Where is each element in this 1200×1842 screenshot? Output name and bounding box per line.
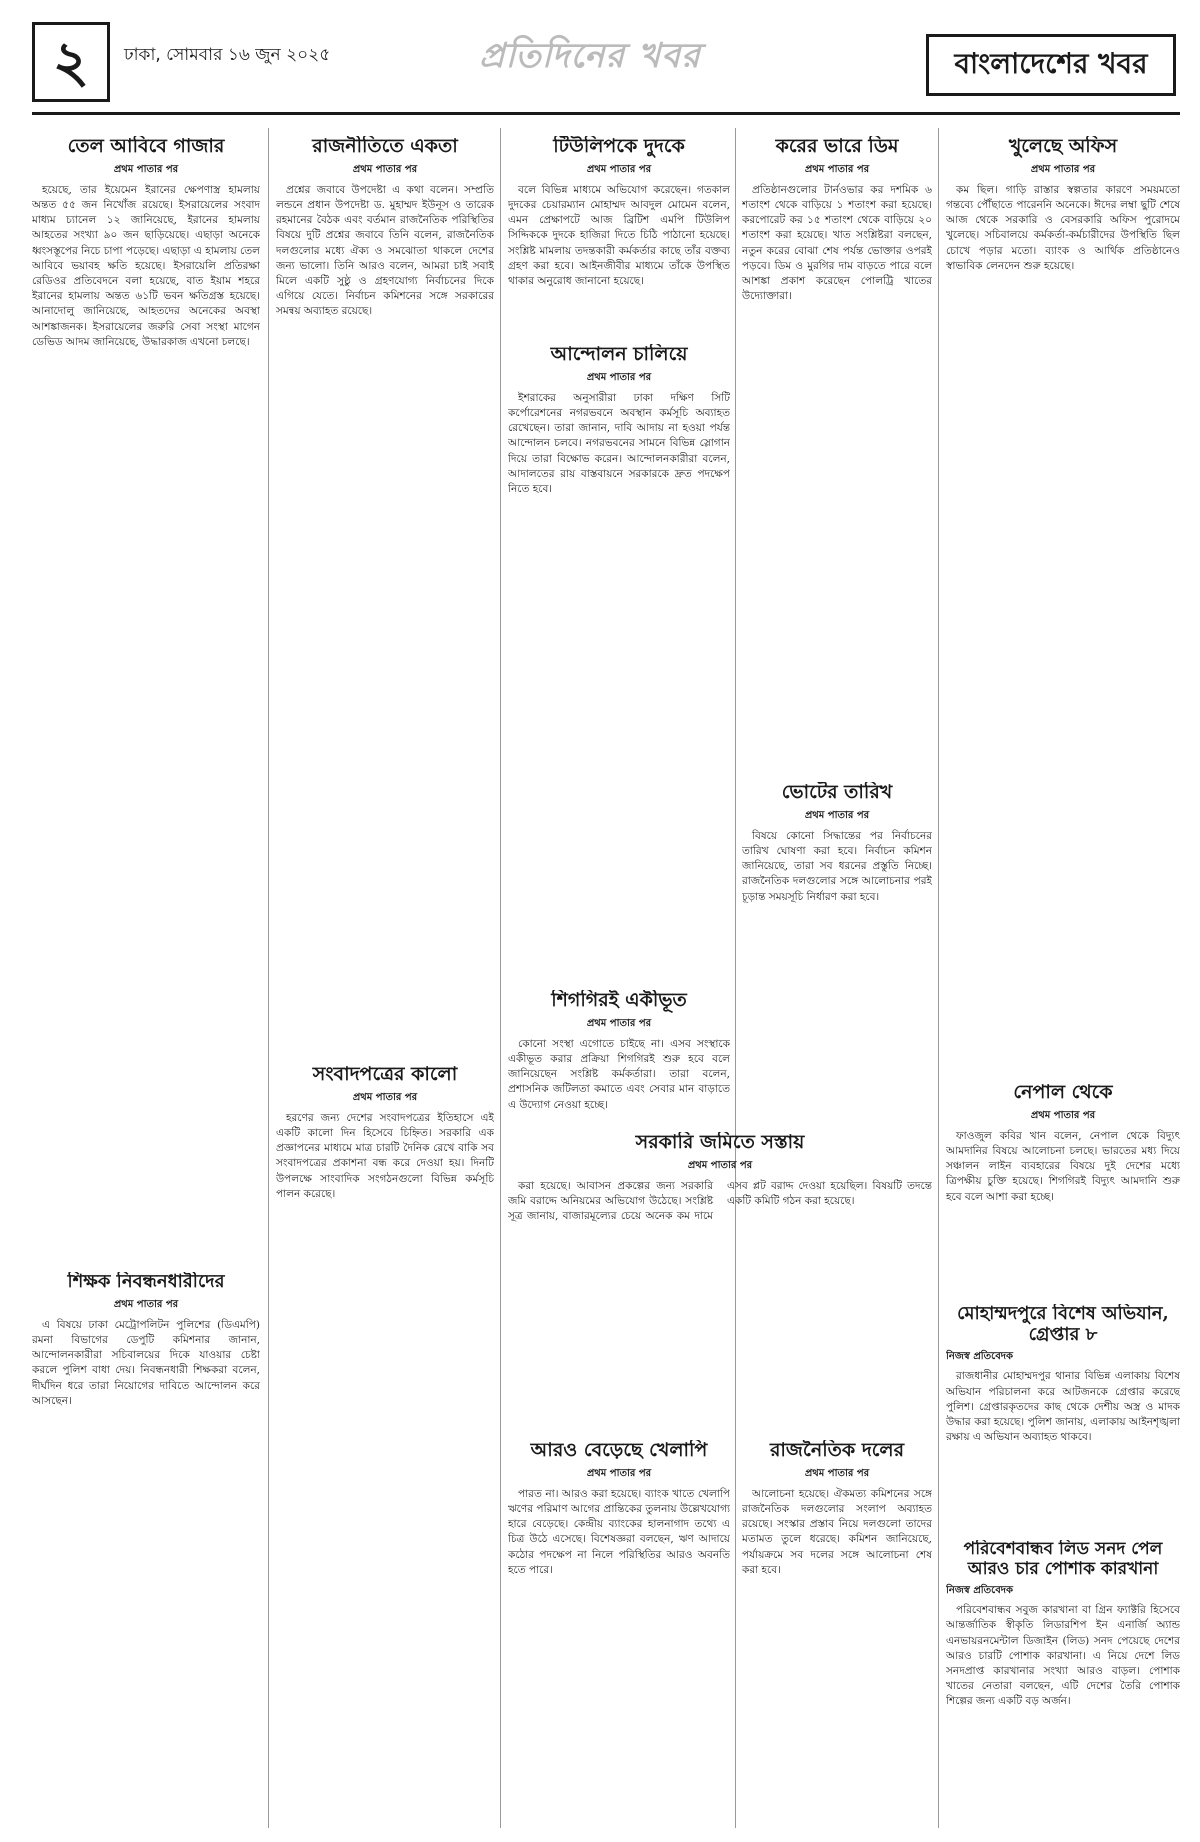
page-number: ২ [32, 22, 110, 102]
article-headline: তেল আবিবে গাজার [67, 136, 225, 157]
article-headline: শিগগিরই একীভূত [551, 990, 687, 1011]
article-body: বলে বিভিন্ন মাধ্যমে অভিযোগ করেছেন। গতকাল দুদকের চেয়ারম্যান মোহাম্মদ আবদুল মোমেন বলেন, এমন প্রেক্ষাপটে আজ ব্রিটিশ এমপি টিউলিপ সিদ্দিককে দুদকে হাজিরা দিতে চিঠি পাঠানো হয়েছে। সংশ্লিষ্ট মামলায় তদন্তকারী কর্মকর্তার কাছে তাঁর বক্তব্য গ্রহণ করা হবে। আইনজীবীর মাধ্যমে তাঁকে উপস্থিত থাকার অনুরোধ জানানো হয়েছে। [508, 183, 730, 288]
article-headline: আন্দোলন চালিয়ে [550, 344, 688, 365]
article-body: এ বিষয়ে ঢাকা মেট্রোপলিটন পুলিশের (ডিএমপি) রমনা বিভাগের ডেপুটি কমিশনার জানান, আন্দোলনকারীরা সচিবালয়ের দিকে যাওয়ার চেষ্টা করলে পুলিশ বাধা দেয়। নিবন্ধনধারী শিক্ষকরা বলেন, দীর্ঘদিন ধরে তারা নিয়োগের দাবিতে আন্দোলন করে আসছেন। [32, 1318, 260, 1407]
article-headline: রাজনীতিতে একতা [312, 136, 458, 157]
article-mayor [508, 990, 730, 1128]
continued-label: প্রথম পাতার পর [586, 1017, 652, 1029]
continued-label: প্রথম পাতার পর [804, 1467, 870, 1479]
article-body: করা হয়েছে। আবাসন প্রকল্পের জন্য সরকারি জমি বরাদ্দে অনিয়মের অভিযোগ উঠেছে। সংশ্লিষ্ট সূত্র জানায়, বাজারমূল্যের চেয়ে অনেক কম দামে এসব প্লট বরাদ্দ দেওয়া হয়েছিল। বিষয়টি তদন্তে একটি কমিটি গঠন করা হয়েছে। [508, 1179, 932, 1223]
continued-label: প্রথম পাতার পর [352, 163, 418, 175]
article-vote [742, 782, 932, 1126]
article-headline: মোহাম্মদপুরে বিশেষ অভিযান, গ্রেপ্তার ৮ [957, 1304, 1169, 1345]
continued-label: প্রথম পাতার পর [586, 163, 652, 175]
article-body: প্রতিষ্ঠানগুলোর টার্নওভার কর দশমিক ৬ শতাংশ থেকে বাড়িয়ে ১ শতাংশ করা হয়েছে। করপোরেট কর ১৫ শতাংশ থেকে বাড়িয়ে ২০ শতাংশ করা হয়েছে। খাত সংশ্লিষ্টরা বলছেন, নতুন করের বোঝা শেষ পর্যন্ত ভোক্তার ওপরই পড়বে। ডিম ও মুরগির দাম বাড়তে পারে বলে আশঙ্কা প্রকাশ করেছেন পোলট্রি খাতের উদ্যোক্তারা। [742, 183, 932, 303]
column-divider [735, 128, 736, 1828]
paper-name: প্রতিদিনের খবর [479, 36, 701, 76]
article-headline: পরিবেশবান্ধব লিড সনদ পেল আরও চার পোশাক কারখানা [963, 1540, 1163, 1579]
dateline: ঢাকা, সোমবার ১৬ জুন ২০২৫ [124, 45, 331, 65]
article-mohammadpur [946, 1304, 1180, 1534]
article-headline: নেপাল থেকে [1013, 1082, 1113, 1103]
article-eggs [742, 136, 932, 776]
continued-label: প্রথম পাতার পর [586, 371, 652, 383]
article-green [946, 1540, 1180, 1832]
article-headline: টিউলিপকে দুদকে [553, 136, 685, 157]
continued-label: প্রথম পাতার পর [586, 1467, 652, 1479]
continued-label: প্রথম পাতার পর [1030, 1109, 1096, 1121]
continued-label: প্রথম পাতার পর [352, 1091, 418, 1103]
article-headline: ভোটের তারিখ [781, 782, 893, 803]
section-title: বাংলাদেশের খবর [926, 34, 1176, 96]
article-headline: রাজনৈতিক দলের [769, 1440, 905, 1461]
masthead [0, 0, 1200, 118]
continued-label: প্রথম পাতার পর [113, 1298, 179, 1310]
article-players [508, 1440, 730, 1832]
article-body: কোনো সংস্থা এগোতে চাইছে না। এসব সংস্থাকে একীভূত করার প্রক্রিয়া শিগগিরই শুরু হবে বলে জানিয়েছেন সংশ্লিষ্ট কর্মকর্তারা। তারা বলেন, প্রশাসনিক জটিলতা কমাতে এবং সেবার মান বাড়াতে এ উদ্যোগ নেওয়া হচ্ছে। [508, 1037, 730, 1111]
continued-label: প্রথম পাতার পর [113, 163, 179, 175]
article-carrot [32, 136, 260, 1266]
article-movement [508, 344, 730, 984]
column-divider [500, 128, 501, 1828]
article-headline: আরও বেড়েছে খেলাপি [530, 1440, 708, 1461]
column-divider [938, 128, 939, 1828]
continued-label: প্রথম পাতার পর [1030, 163, 1096, 175]
column-divider [268, 128, 269, 1828]
article-body: বিষয়ে কোনো সিদ্ধান্তের পর নির্বাচনের তারিখ ঘোষণা করা হবে। নির্বাচন কমিশন জানিয়েছে, তারা সব ধরনের প্রস্তুতি নিচ্ছে। রাজনৈতিক দলগুলোর সঙ্গে আলোচনার পরই চূড়ান্ত সময়সূচি নির্ধারণ করা হবে। [742, 829, 932, 903]
article-headline: শিক্ষক নিবন্ধনধারীদের [67, 1272, 225, 1292]
article-body: আলোচনা হয়েছে। ঐকমত্য কমিশনের সঙ্গে রাজনৈতিক দলগুলোর সংলাপ অব্যাহত রয়েছে। সংস্কার প্রস্তাব নিয়ে দলগুলো তাদের মতামত তুলে ধরেছে। কমিশন জানিয়েছে, পর্যায়ক্রমে সব দলের সঙ্গে আলোচনা শেষ করা হবে। [742, 1487, 932, 1576]
article-body: কম ছিল। গাড়ি রাস্তার স্বল্পতার কারণে সময়মতো গন্তব্যে পৌঁছাতে পারেননি অনেকে। ঈদের লম্বা ছুটি শেষে আজ থেকে সরকারি ও বেসরকারি অফিস পুরোদমে খুলেছে। সচিবালয়ে কর্মকর্তা-কর্মচারীদের উপস্থিতি ছিল চোখে পড়ার মতো। ব্যাংক ও আর্থিক প্রতিষ্ঠানেও স্বাভাবিক লেনদেন শুরু হয়েছে। [946, 183, 1180, 272]
article-body: ইশরাকের অনুসারীরা ঢাকা দক্ষিণ সিটি কর্পোরেশনের নগরভবনে অবস্থান কর্মসূচি অব্যাহত রেখেছেন। তারা জানান, দাবি আদায় না হওয়া পর্যন্ত আন্দোলন চলবে। নগরভবনের সামনে বিভিন্ন স্লোগান দিয়ে তারা বিক্ষোভ করেন। আন্দোলনকারীরা বলেন, আদালতের রায় বাস্তবায়নে সরকারকে দ্রুত পদক্ষেপ নিতে হবে। [508, 391, 730, 496]
article-registration [32, 1272, 260, 1832]
article-headline: সংবাদপত্রের কালো [312, 1064, 458, 1085]
article-body: হরণের জন্য দেশের সংবাদপত্রের ইতিহাসে এই একটি কালো দিন হিসেবে চিহ্নিত। সরকারি এক প্রজ্ঞাপনের মাধ্যমে মাত্র চারটি দৈনিক রেখে বাকি সব সংবাদপত্রের প্রকাশনা বন্ধ করে দেওয়া হয়। দিনটি উপলক্ষে সাংবাদিক সংগঠনগুলো বিভিন্ন কর্মসূচি পালন করেছে। [276, 1111, 494, 1200]
article-headline: খুলেছে অফিস [1008, 136, 1118, 157]
continued-label: প্রথম পাতার পর [687, 1159, 753, 1171]
continued-label: প্রথম পাতার পর [804, 163, 870, 175]
article-body: পরিবেশবান্ধব সবুজ কারখানা বা গ্রিন ফ্যাক্টরি হিসেবে আন্তর্জাতিক স্বীকৃতি লিডারশিপ ইন এনার্জি অ্যান্ড এনভায়রনমেন্টাল ডিজাইন (লিড) সনদ পেয়েছে দেশের আরও চারটি পোশাক কারখানা। এ নিয়ে দেশে লিড সনদপ্রাপ্ত কারখানার সংখ্যা আরও বাড়ল। পোশাক খাতের নেতারা বলছেন, এটি দেশের তৈরি পোশাক শিল্পের জন্য একটি বড় অর্জন। [946, 1604, 1180, 1708]
article-politics [742, 1440, 932, 1832]
byline: নিজস্ব প্রতিবেদক [946, 1351, 1014, 1363]
article-headline: সরকারি জমিতে সস্তায় [635, 1132, 805, 1153]
masthead-rule [32, 112, 1180, 115]
article-body: রাজধানীর মোহাম্মদপুর থানার বিভিন্ন এলাকায় বিশেষ অভিযান পরিচালনা করে আটজনকে গ্রেপ্তার করেছে পুলিশ। গ্রেপ্তারকৃতদের কাছ থেকে দেশীয় অস্ত্র ও মাদক উদ্ধার করা হয়েছে। পুলিশ জানায়, এলাকায় আইনশৃঙ্খলা রক্ষায় এ অভিযান অব্যাহত থাকবে। [946, 1370, 1180, 1444]
article-land [508, 1132, 932, 1432]
byline: নিজস্ব প্রতিবেদক [946, 1585, 1014, 1597]
article-unity [276, 136, 494, 1056]
article-nepal [946, 1082, 1180, 1298]
article-office [946, 136, 1180, 1076]
article-body: প্রশ্নের জবাবে উপদেষ্টা এ কথা বলেন। সম্প্রতি লন্ডনে প্রধান উপদেষ্টা ড. মুহাম্মদ ইউনূস ও তারেক রহমানের বৈঠক এবং বর্তমান রাজনৈতিক পরিস্থিতির বিষয়ে দুটি প্রশ্নের জবাবে তিনি বলেন, রাজনৈতিক দলগুলোর মধ্যে ঐক্য ও সমঝোতা থাকলে দেশের জন্য ভালো। তিনি আরও বলেন, আমরা চাই সবাই মিলে একটি সুষ্ঠু ও গ্রহণযোগ্য নির্বাচনের দিকে এগিয়ে যেতে। নির্বাচন কমিশনের সঙ্গে সরকারের সমন্বয় অব্যাহত রয়েছে। [276, 183, 494, 318]
article-body: পারত না। আরও করা হয়েছে। ব্যাংক খাতে খেলাপি ঋণের পরিমাণ আগের প্রান্তিকের তুলনায় উল্লেখযোগ্য হারে বেড়েছে। কেন্দ্রীয় ব্যাংকের হালনাগাদ তথ্যে এ চিত্র উঠে এসেছে। বিশেষজ্ঞরা বলছেন, ঋণ আদায়ে কঠোর পদক্ষেপ না নিলে পরিস্থিতির আরও অবনতি হতে পারে। [508, 1487, 730, 1576]
article-body: ফাওজুল কবির খান বলেন, নেপাল থেকে বিদ্যুৎ আমদানির বিষয়ে আলোচনা চলছে। ভারতের মধ্য দিয়ে সঞ্চালন লাইন ব্যবহারের বিষয়ে দুই দেশের মধ্যে ত্রিপক্ষীয় চুক্তি হয়েছে। শিগগিরই বিদ্যুৎ আমদানি শুরু হবে বলে আশা করা হচ্ছে। [946, 1129, 1180, 1203]
article-press [276, 1064, 494, 1832]
continued-label: প্রথম পাতার পর [804, 809, 870, 821]
article-headline: করের ভারে ডিম [775, 136, 899, 157]
article-body: হয়েছে, তার ইয়েমেন ইরানের ক্ষেপণাস্ত্র হামলায় অন্তত ৫৫ জন নিখোঁজ রয়েছে। ইসরায়েলের সংবাদ মাধ্যম চ্যানেল ১২ জানিয়েছে, ইরানের হামলায় আহতের সংখ্যা ৯০ জন ছাড়িয়েছে। এছাড়া অনেকে ধ্বংসস্তূপের নিচে চাপা পড়েছে। এছাড়া এ হামলায় তেল আবিবে ভয়াবহ ক্ষতি হয়েছে। ইসরায়েলি প্রতিরক্ষা রেডিওর প্রতিবেদনে বলা হয়েছে, বাত ইয়াম শহরে ইরানের হামলায় অন্তত ৬১টি ভবন ক্ষতিগ্রস্ত হয়েছে। আনাদোলু জানিয়েছে, আহতদের অনেকের অবস্থা আশঙ্কাজনক। ইসরায়েলের জরুরি সেবা সংস্থা মাগেন ডেভিড আদম জানিয়েছে, উদ্ধারকাজ এখনো চলছে। [32, 183, 260, 348]
article-tulip [508, 136, 730, 336]
